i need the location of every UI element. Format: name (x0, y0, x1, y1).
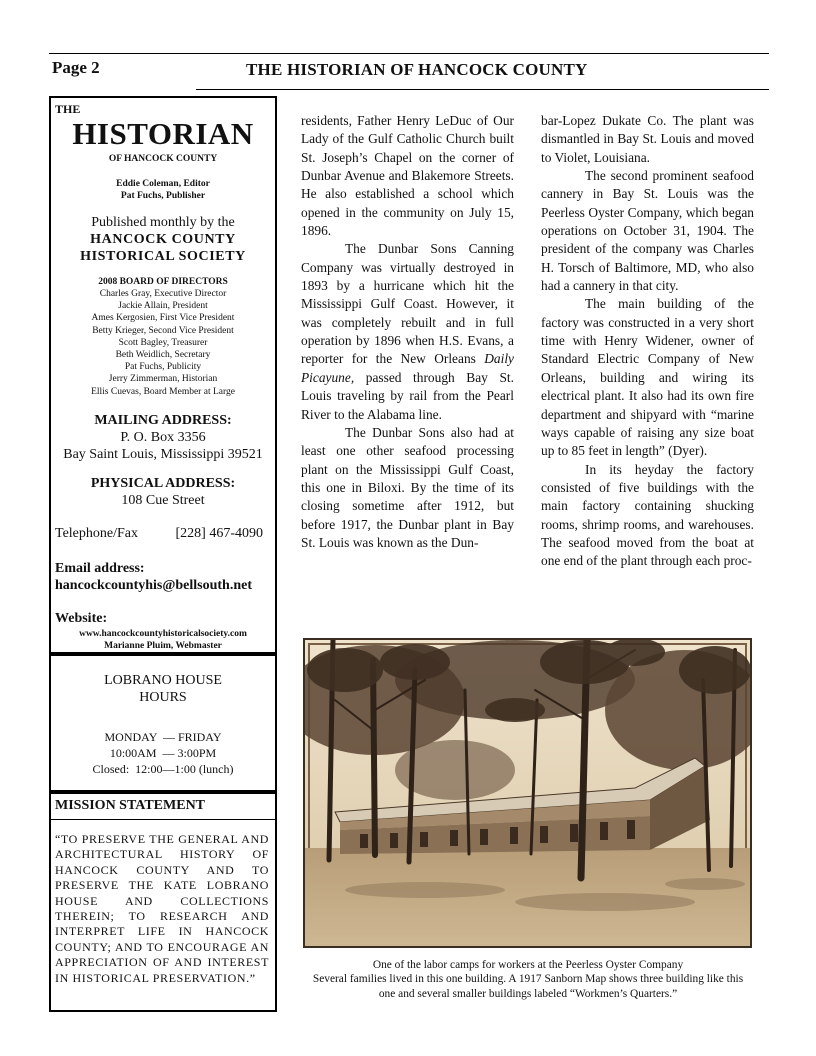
society-name-line2: HISTORICAL SOCIETY (80, 249, 246, 264)
society-name-line1: HANCOCK COUNTY (90, 232, 236, 247)
board-member: Jackie Allain, President (118, 301, 208, 312)
hours-title-line2: HOURS (139, 690, 187, 705)
article-paragraph: residents, Father Henry LeDuc of Our Lady of the Gulf Catholic Church built St. Joseph’s Chapel on the corner of Dunbar Avenue and Blakemore Streets. He also established a school which opened in the community on July 15, 1896. (301, 113, 514, 239)
board-member: Pat Fuchs, Publicity (124, 362, 202, 373)
article-paragraph: The Dunbar Sons Canning Company was virtually destroyed in 1893 by a hurricane which hit the Mississippi Gulf Coast. However, it was completely rebuilt and in full operation by 1896 when H.S. Evans, a reporter for the New Orleans Daily Picayune, passed through Bay St. Louis traveling by rail from the Pearl River to the Alabama line. (301, 241, 514, 422)
mission-box (49, 792, 277, 1012)
masthead-rule (196, 89, 769, 90)
mailing-address-line2: Bay Saint Louis, Mississippi 39521 (63, 447, 263, 462)
article-paragraph: In its heyday the factory consisted of five buildings with the main factory containing shucking rooms, shrimp rooms, and warehouses. The seafood moved from the boat at one end of the plant through each proc- (541, 461, 754, 569)
photo-caption-line1: One of the labor camps for workers at the Peerless Oyster Company (372, 959, 684, 971)
masthead-title: THE HISTORIAN OF HANCOCK COUNTY (246, 60, 588, 79)
hours-time: 10:00AM — 3:00PM (109, 746, 217, 760)
board-member: Scott Bagley, Treasurer (118, 337, 208, 348)
article-paragraph: The second prominent seafood cannery in Bay St. Louis was the Peerless Oyster Company, which began operations on October 31, 1904. The president of the company was Charles H. Torsch of Baltimore, MD, who also had a cannery in that city. (541, 168, 754, 294)
labor-camp-photo (303, 638, 752, 948)
article-column-1 (301, 112, 514, 552)
staff-credits (51, 178, 275, 202)
mailing-address-line1: P. O. Box 3356 (120, 430, 206, 445)
photo-caption-line2: Several families lived in this one building. A 1917 Sanborn Map shows three building like this one and several smaller buildings labeled “Workmen’s Quarters.” (312, 973, 744, 1000)
mailing-address (51, 412, 275, 463)
hours-days: MONDAY — FRIDAY (104, 730, 222, 744)
board-of-directors (51, 276, 275, 398)
newsletter-title: HISTORIAN (72, 116, 254, 151)
photo-caption (306, 958, 750, 1001)
webmaster-line: Marianne Pluim, Webmaster (104, 641, 222, 651)
board-member: Ames Kergosien, First Vice President (91, 313, 235, 324)
hours-box (49, 654, 277, 792)
email-address[interactable]: hancockcountyhis@bellsouth.net (55, 578, 253, 593)
publisher-info (51, 214, 275, 265)
board-member: Beth Weidlich, Secretary (115, 350, 211, 361)
article-paragraph: bar-Lopez Dukate Co. The plant was dismantled in Bay St. Louis and moved to Violet, Louisiana. (541, 113, 754, 165)
labor-camp-photo-image (305, 640, 750, 946)
title-the: THE (55, 102, 81, 116)
board-member: Betty Krieger, Second Vice President (92, 325, 234, 336)
mission-title: MISSION STATEMENT (55, 798, 206, 813)
website-title: Website: (55, 611, 108, 626)
mission-rule (51, 819, 275, 820)
board-member: Ellis Cuevas, Board Member at Large (91, 386, 235, 397)
hours-details (51, 729, 275, 777)
physical-address (51, 475, 275, 509)
board-member: Charles Gray, Executive Director (99, 289, 227, 299)
email-block (55, 560, 252, 594)
board-title: 2008 BOARD OF DIRECTORS (98, 277, 228, 287)
newsletter-subtitle: OF HANCOCK COUNTY (108, 154, 218, 164)
physical-address-title: PHYSICAL ADDRESS: (90, 476, 236, 491)
publisher-line: Pat Fuchs, Publisher (120, 191, 206, 201)
page-number: Page 2 (52, 58, 100, 77)
hours-title (51, 672, 275, 706)
published-by: Published monthly by the (91, 215, 235, 230)
mailing-address-title: MAILING ADDRESS: (94, 413, 232, 428)
board-member: Jerry Zimmerman, Historian (108, 374, 218, 385)
phone-value: [228] 467-4090 (175, 526, 263, 541)
publication-info-box (49, 96, 277, 654)
article-paragraph: The main building of the factory was constructed in a very short time with Henry Widener, owner of Standard Electric Company of New Orleans, building and wiring its electrical plant. It also had its own fire department and shipyard with “marine ways capable of raising any size boat up to 85 feet in length” (Dyer). (541, 296, 754, 459)
phone-label: Telephone/Fax (55, 526, 138, 541)
editor-line: Eddie Coleman, Editor (116, 179, 210, 189)
top-rule (49, 53, 769, 54)
hours-closed: Closed: 12:00—1:00 (lunch) (92, 762, 234, 776)
website-block (51, 628, 275, 652)
email-title: Email address: (55, 561, 145, 576)
hours-title-line1: LOBRANO HOUSE (104, 673, 222, 688)
mission-text: “TO PRESERVE THE GENERAL AND ARCHITECTURAL HISTORY OF HANCOCK COUNTY AND TO PRESERVE THE KATE LOBRANO HOUSE AND COLLECTIONS THEREIN; TO RESEARCH AND INTERPRET LIFE IN HANCOCK COUNTY; AND TO ENCOURAGE AN APPRECIATION OF AND INTEREST IN HISTORICAL PRESERVATION.” (55, 832, 269, 985)
physical-address-line1: 108 Cue Street (121, 493, 205, 508)
article-paragraph: The Dunbar Sons also had at least one other seafood processing plant on the Mississippi Gulf Coast, this one in Biloxi. By the time of its closing sometime after 1912, but before 1917, the Dunbar plant in Bay St. Louis was known as the Dun- (301, 424, 514, 550)
newspaper-title: Daily Picayune, (301, 351, 514, 385)
article-column-2 (541, 112, 754, 571)
website-url[interactable]: www.hancockcountyhistoricalsociety.com (79, 629, 247, 639)
